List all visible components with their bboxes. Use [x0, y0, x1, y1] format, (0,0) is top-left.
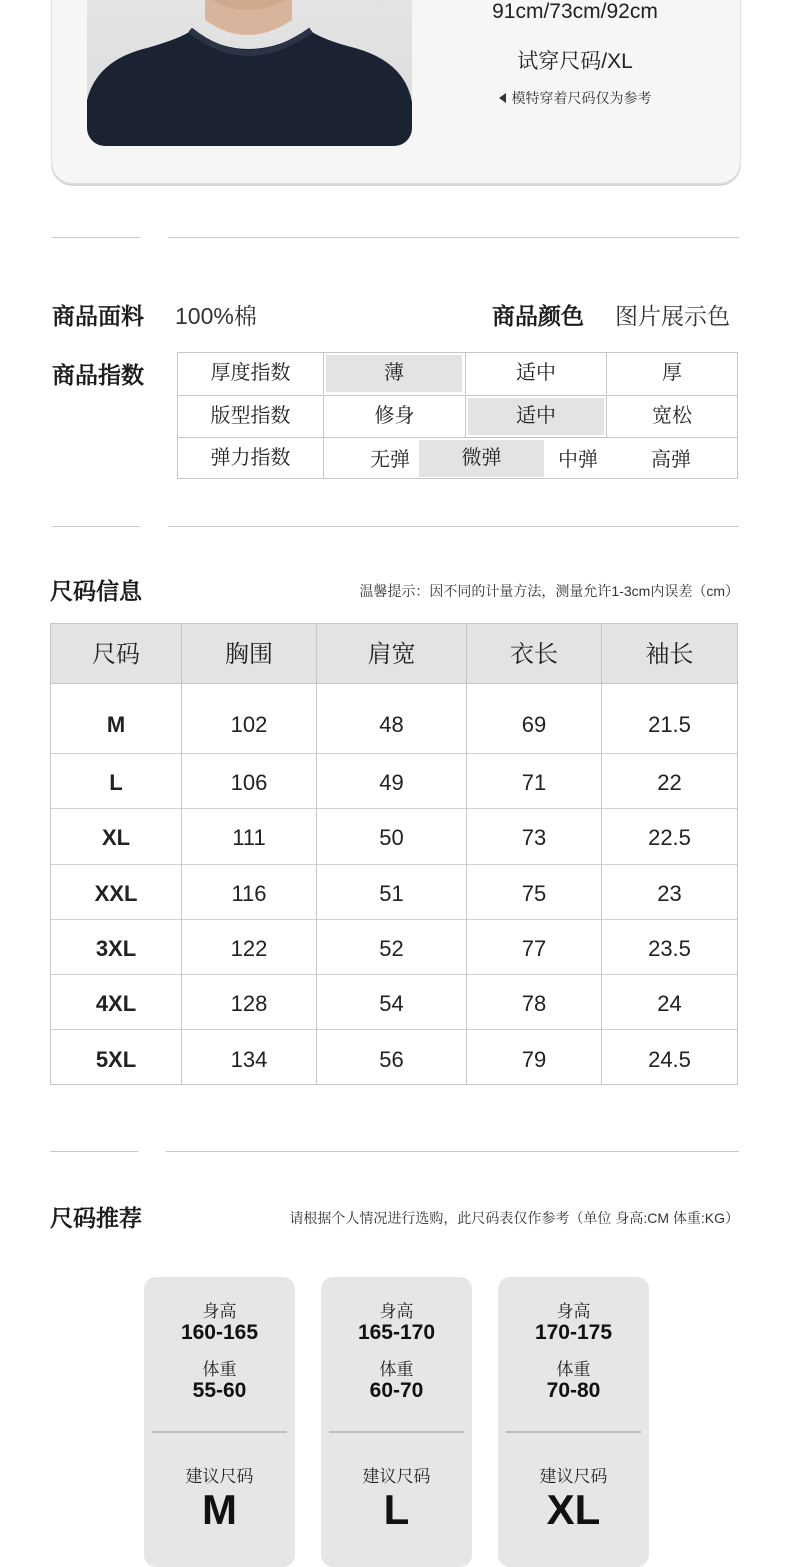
cell-divider [465, 396, 466, 437]
measure-cell: 77 [521, 935, 547, 961]
size-table-row [51, 809, 737, 864]
suggest-size-label: 建议尺码 [185, 1467, 254, 1486]
divider-short [52, 237, 140, 238]
measure-cell: 111 [232, 825, 266, 851]
suggest-size: XL [546, 1486, 601, 1533]
index-row-label: 版型指数 [178, 396, 324, 437]
index-row-elasticity [178, 437, 737, 479]
measure-cell: 102 [230, 712, 268, 737]
recommend-hint: 请根据个人情况进行选购，此尺码表仅作参考（单位 身高:CM 体重:KG） [289, 1210, 739, 1226]
size-cell: 3XL [95, 935, 137, 961]
measure-cell: 54 [379, 991, 404, 1017]
divider-long [168, 237, 739, 238]
measure-cell: 24.5 [648, 1046, 691, 1072]
index-option: 修身 [374, 405, 415, 427]
size-header-cell: 尺码 [92, 641, 140, 668]
suggest-size: L [383, 1486, 410, 1533]
size-table-row [51, 865, 737, 920]
card-divider [506, 1431, 641, 1433]
index-option: 厚 [662, 362, 682, 384]
recommend-card-l [321, 1277, 472, 1567]
measure-cell: 21.5 [648, 712, 691, 737]
size-table-row [51, 1031, 737, 1085]
size-table-row [51, 975, 737, 1030]
measure-cell: 122 [230, 935, 268, 961]
index-row-fit [178, 395, 737, 437]
height-label: 身高 [202, 1302, 237, 1321]
size-table [50, 623, 738, 1085]
index-row-label: 弹力指数 [178, 438, 324, 479]
size-info-hint: 温馨提示：因不同的计量方法，测量允许1-3cm内误差（cm） [359, 583, 739, 599]
index-option: 宽松 [652, 405, 692, 427]
measure-cell: 75 [521, 880, 547, 906]
model-measurements: 91cm/73cm/92cm [492, 0, 658, 23]
size-cell: M [106, 712, 126, 737]
divider-long [166, 1151, 739, 1152]
size-table-row [51, 920, 737, 975]
measure-cell: 79 [521, 1046, 547, 1072]
divider-short [52, 526, 140, 527]
measure-cell: 106 [230, 770, 268, 795]
color-label: 商品颜色 [492, 303, 584, 329]
recommend-title: 尺码推荐 [50, 1205, 142, 1231]
index-option: 适中 [516, 362, 556, 384]
weight-label: 体重 [202, 1360, 237, 1379]
suggest-size: M [202, 1486, 237, 1533]
suggest-size-label: 建议尺码 [539, 1467, 608, 1486]
measure-cell: 78 [521, 991, 547, 1017]
card-divider [329, 1431, 464, 1433]
index-option: 高弹 [651, 449, 691, 471]
index-option-selected: 适中 [468, 398, 604, 435]
measure-cell: 48 [379, 712, 404, 737]
model-fit-size: 试穿尺码/XL [517, 50, 633, 73]
size-header-cell: 胸围 [225, 641, 273, 668]
weight-label: 体重 [556, 1360, 591, 1379]
index-row-thickness [178, 353, 737, 394]
measure-cell: 22.5 [648, 825, 691, 851]
size-header-cell: 袖长 [645, 641, 694, 668]
height-range: 170-175 [534, 1321, 613, 1344]
measure-cell: 116 [231, 880, 267, 906]
measure-cell: 56 [379, 1046, 404, 1072]
weight-label: 体重 [379, 1360, 414, 1379]
measure-cell: 22 [657, 770, 682, 795]
model-note [470, 88, 680, 108]
measure-cell: 52 [379, 935, 404, 961]
weight-range: 60-70 [369, 1379, 424, 1402]
column-divider [466, 624, 467, 1084]
measure-cell: 69 [521, 712, 547, 737]
size-cell: XXL [94, 880, 138, 906]
model-shirt [87, 30, 412, 146]
column-divider [601, 624, 602, 1084]
material-label: 商品面料 [52, 303, 144, 329]
recommend-card-m [144, 1277, 295, 1567]
weight-range: 55-60 [192, 1379, 247, 1402]
column-divider [316, 624, 317, 1084]
measure-cell: 50 [379, 825, 404, 851]
index-option: 中弹 [558, 449, 598, 471]
height-label: 身高 [379, 1302, 414, 1321]
suggest-size-label: 建议尺码 [362, 1467, 431, 1486]
measure-cell: 24 [657, 991, 682, 1017]
index-option-selected: 薄 [326, 355, 462, 392]
measure-cell: 71 [521, 770, 547, 795]
size-cell: 5XL [95, 1046, 137, 1072]
column-divider [181, 624, 182, 1084]
size-header-cell: 肩宽 [367, 641, 416, 668]
model-illustration [87, 0, 412, 146]
height-label: 身高 [556, 1302, 591, 1321]
size-info-title: 尺码信息 [50, 578, 142, 604]
size-header-cell: 衣长 [510, 641, 558, 668]
card-divider [152, 1431, 287, 1433]
recommend-card-xl [498, 1277, 649, 1567]
measure-cell: 49 [379, 770, 404, 795]
index-label: 商品指数 [52, 362, 144, 388]
index-option-selected: 微弹 [419, 440, 544, 477]
color-value: 图片展示色 [615, 303, 730, 329]
height-range: 160-165 [180, 1321, 259, 1344]
measure-cell: 23 [657, 880, 682, 906]
size-table-row [51, 754, 737, 809]
size-cell: L [109, 770, 123, 795]
divider-long [168, 526, 739, 527]
model-note-text: 模特穿着尺码仅为参考 [511, 90, 652, 106]
measure-cell: 134 [230, 1046, 268, 1072]
divider-short [50, 1151, 138, 1152]
material-value: 100%棉 [175, 303, 257, 329]
index-table [177, 352, 738, 479]
measure-cell: 51 [379, 880, 404, 906]
weight-range: 70-80 [546, 1379, 601, 1402]
index-row-label: 厚度指数 [178, 353, 324, 394]
index-option: 无弹 [370, 449, 410, 471]
triangle-left-icon [499, 93, 506, 103]
size-cell: XL [101, 825, 131, 851]
model-photo [87, 0, 412, 146]
size-cell: 4XL [95, 991, 137, 1017]
size-table-header [51, 624, 737, 684]
height-range: 165-170 [357, 1321, 436, 1344]
measure-cell: 23.5 [648, 935, 691, 961]
measure-cell: 128 [230, 991, 268, 1017]
measure-cell: 73 [521, 825, 547, 851]
size-table-row [51, 684, 737, 754]
